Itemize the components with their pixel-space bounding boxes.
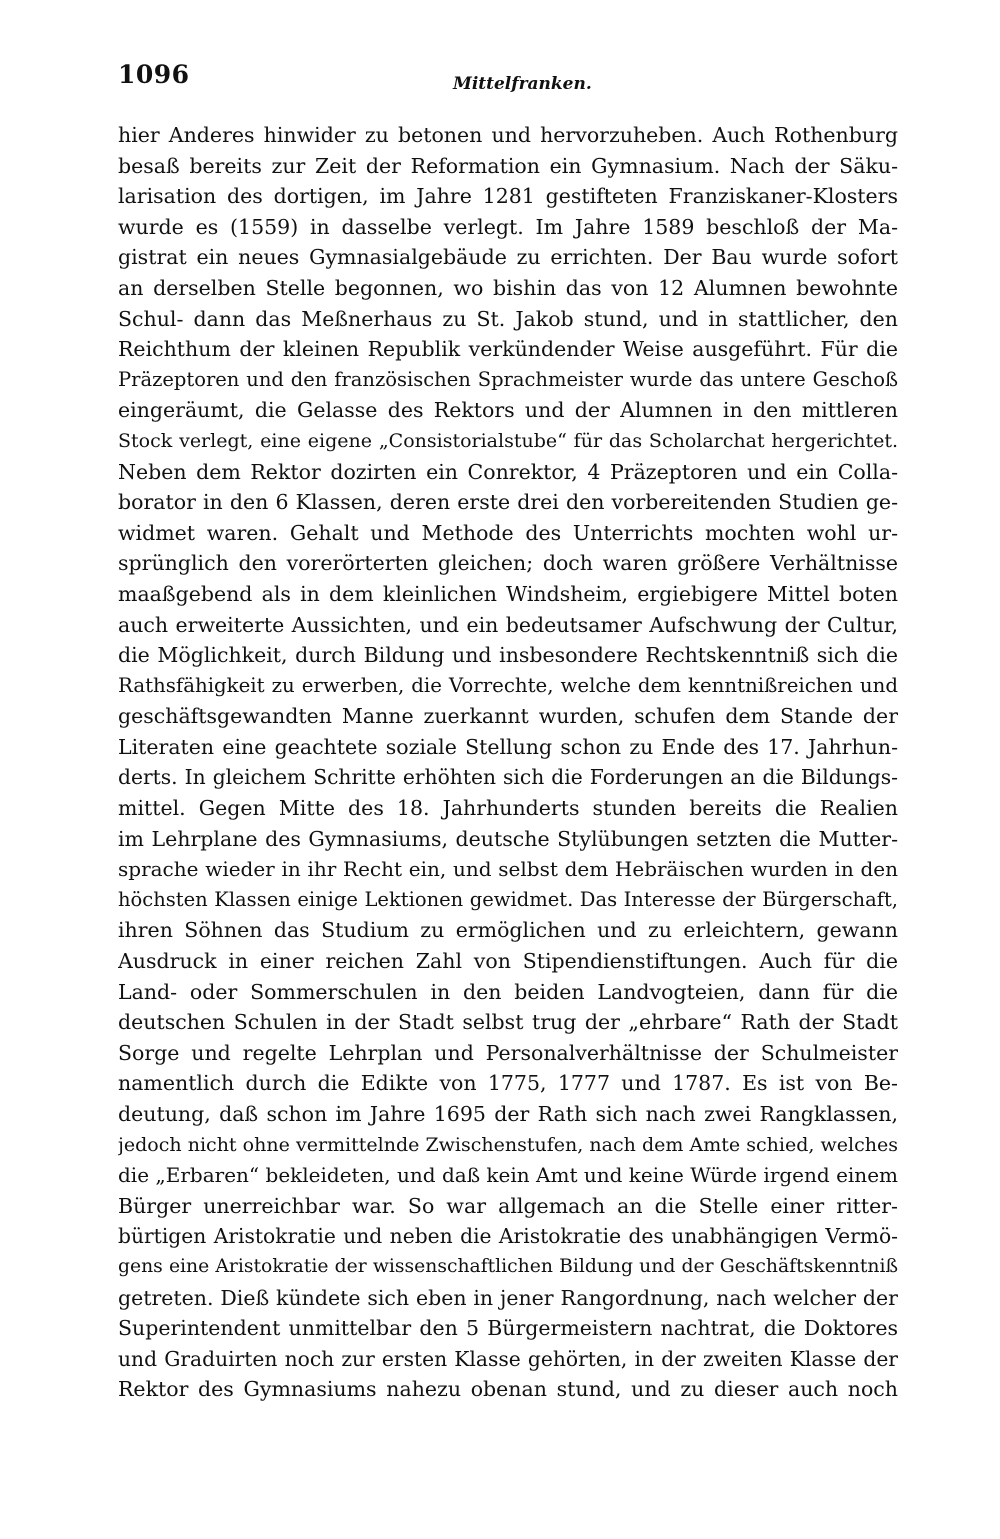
text-line: deutung, daß schon im Jahre 1695 der Rath sich nach zwei Rangklassen,	[118, 1102, 898, 1126]
text-line: maaßgebend als in dem kleinlichen Windsheim, ergiebigere Mittel boten	[118, 581, 898, 606]
text-line: sprache wieder in ihr Recht ein, und selbst dem Hebräischen wurden in den	[118, 857, 898, 882]
text-line: an derselben Stelle begonnen, wo bishin das von 12 Alumnen bewohnte	[118, 275, 898, 300]
text-line: derts. In gleichem Schritte erhöhten sich die Forderungen an die Bildungs-	[118, 765, 898, 790]
text-line: gistrat ein neues Gymnasialgebäude zu errichten. Der Bau wurde sofort	[118, 245, 898, 270]
text-line: wurde es (1559) in dasselbe verlegt. Im Jahre 1589 beschloß der Ma-	[118, 214, 898, 239]
text-line: mittel. Gegen Mitte des 18. Jahrhunderts stunden bereits die Realien	[118, 796, 898, 821]
page-header	[118, 60, 898, 100]
text-line: besaß bereits zur Zeit der Reformation ein Gymnasium. Nach der Säku-	[118, 153, 898, 178]
text-line: Literaten eine geachtete soziale Stellung schon zu Ende des 17. Jahrhun-	[118, 734, 898, 759]
text-line: höchsten Klassen einige Lektionen gewidmet. Das Interesse der Bürgerschaft,	[118, 887, 898, 911]
text-line: Schul- dann das Meßnerhaus zu St. Jakob stund, und in stattlicher, den	[118, 306, 898, 331]
text-line: ihren Söhnen das Studium zu ermöglichen und zu erleichtern, gewann	[118, 918, 898, 943]
text-line: Rektor des Gymnasiums nahezu obenan stund, und zu dieser auch noch	[118, 1377, 898, 1402]
text-line: Ausdruck in einer reichen Zahl von Stipendienstiftungen. Auch für die	[118, 949, 898, 974]
text-line: auch erweiterte Aussichten, und ein bedeutsamer Aufschwung der Cultur,	[118, 612, 898, 637]
text-line: widmet waren. Gehalt und Methode des Unterrichts mochten wohl ur-	[118, 520, 898, 545]
text-line: Präzeptoren und den französischen Sprachmeister wurde das untere Geschoß	[118, 367, 898, 391]
text-line: und Graduirten noch zur ersten Klasse gehörten, in der zweiten Klasse der	[118, 1346, 898, 1371]
text-line: getreten. Dieß kündete sich eben in jener Rangordnung, nach welcher der	[118, 1285, 898, 1310]
text-line: geschäftsgewandten Manne zuerkannt wurden, schufen dem Stande der	[118, 704, 898, 729]
text-line: die Möglichkeit, durch Bildung und insbesondere Rechtskenntniß sich die	[118, 643, 898, 668]
page-number: 1096	[118, 60, 190, 89]
text-line: Rathsfähigkeit zu erwerben, die Vorrechte, welche dem kenntnißreichen und	[118, 673, 898, 697]
text-line: jedoch nicht ohne vermittelnde Zwischenstufen, nach dem Amte schied, welches	[118, 1133, 898, 1156]
text-line: eingeräumt, die Gelasse des Rektors und der Alumnen in den mittleren	[118, 398, 898, 423]
text-line: Bürger unerreichbar war. So war allgemach an die Stelle einer ritter-	[118, 1193, 898, 1218]
text-line: Stock verlegt, eine eigene „Consistorialstube“ für das Scholarchat hergerichtet.	[118, 429, 898, 452]
text-line: bürtigen Aristokratie und neben die Aristokratie des unabhängigen Vermö-	[118, 1224, 898, 1249]
text-line: sprünglich den vorerörterten gleichen; doch waren größere Verhältnisse	[118, 551, 898, 576]
text-line: deutschen Schulen in der Stadt selbst trug der „ehrbare“ Rath der Stadt	[118, 1010, 898, 1035]
text-line: Land- oder Sommerschulen in den beiden Landvogteien, dann für die	[118, 979, 898, 1004]
text-line: namentlich durch die Edikte von 1775, 1777 und 1787. Es ist von Be-	[118, 1071, 898, 1096]
text-line: larisation des dortigen, im Jahre 1281 gestifteten Franziskaner-Klosters	[118, 184, 898, 209]
text-line: hier Anderes hinwider zu betonen und hervorzuheben. Auch Rothenburg	[118, 123, 898, 147]
text-line: Neben dem Rektor dozirten ein Conrektor, 4 Präzeptoren und ein Colla-	[118, 459, 898, 484]
text-line: Superintendent unmittelbar den 5 Bürgermeistern nachtrat, die Doktores	[118, 1316, 898, 1341]
text-line: Reichthum der kleinen Republik verkündender Weise ausgeführt. Für die	[118, 337, 898, 362]
running-head: Mittelfranken.	[453, 74, 592, 94]
text-line: gens eine Aristokratie der wissenschaftlichen Bildung und der Geschäftskenntniß	[118, 1255, 898, 1277]
text-line: borator in den 6 Klassen, deren erste drei den vorbereitenden Studien ge-	[118, 490, 898, 515]
text-line: die „Erbaren“ bekleideten, und daß kein Amt und keine Würde irgend einem	[118, 1163, 898, 1188]
text-line: im Lehrplane des Gymnasiums, deutsche Stylübungen setzten die Mutter-	[118, 826, 898, 851]
text-line: Sorge und regelte Lehrplan und Personalverhältnisse der Schulmeister	[118, 1040, 898, 1065]
body-text	[118, 120, 898, 1405]
